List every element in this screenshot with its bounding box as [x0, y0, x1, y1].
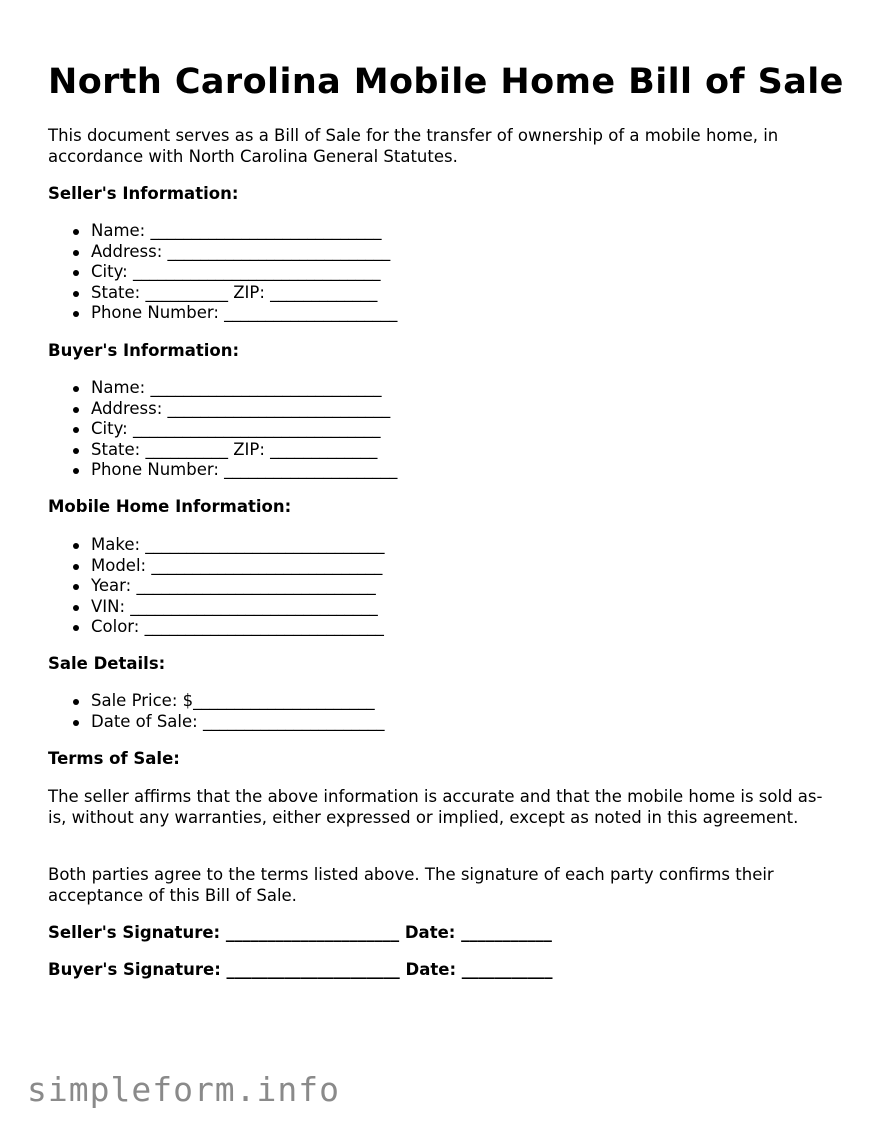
- watermark: simpleform.info: [27, 1070, 341, 1109]
- seller-address-field[interactable]: Address: ___________________________: [48, 242, 397, 263]
- home-color-field[interactable]: Color: _____________________________: [48, 617, 385, 638]
- sale-price-field[interactable]: Sale Price: $______________________: [48, 691, 384, 712]
- buyer-state-zip-field[interactable]: State: __________ ZIP: _____________: [48, 440, 397, 461]
- sale-section-heading: Sale Details:: [48, 654, 166, 673]
- buyer-name-field[interactable]: Name: ____________________________: [48, 378, 397, 399]
- buyer-signature-line[interactable]: Buyer's Signature: _____________________ Date: ___________: [48, 960, 553, 979]
- home-model-field[interactable]: Model: ____________________________: [48, 556, 385, 577]
- seller-phone-field[interactable]: Phone Number: _____________________: [48, 303, 397, 324]
- document-title: North Carolina Mobile Home Bill of Sale: [48, 62, 844, 102]
- agreement-paragraph: Both parties agree to the terms listed above. The signature of each party confirms their acceptance of this Bill of Sale.: [48, 865, 774, 905]
- terms-section-heading: Terms of Sale:: [48, 749, 180, 768]
- seller-fields-list: [48, 221, 397, 324]
- terms-paragraph: The seller affirms that the above information is accurate and that the mobile home is sold as-is, without any warranties, either expressed or implied, except as noted in this agreement.: [48, 787, 823, 827]
- seller-name-field[interactable]: Name: ____________________________: [48, 221, 397, 242]
- sale-fields-list: [48, 691, 384, 732]
- intro-paragraph: This document serves as a Bill of Sale for the transfer of ownership of a mobile home, in accordance with North Carolina General Statutes.: [48, 126, 779, 166]
- home-vin-field[interactable]: VIN: ______________________________: [48, 597, 385, 618]
- home-fields-list: [48, 535, 385, 638]
- home-year-field[interactable]: Year: _____________________________: [48, 576, 385, 597]
- home-section-heading: Mobile Home Information:: [48, 497, 292, 516]
- buyer-section-heading: Buyer's Information:: [48, 341, 240, 360]
- seller-signature-line[interactable]: Seller's Signature: _____________________ Date: ___________: [48, 923, 552, 942]
- seller-state-zip-field[interactable]: State: __________ ZIP: _____________: [48, 283, 397, 304]
- sale-date-field[interactable]: Date of Sale: ______________________: [48, 712, 384, 733]
- buyer-city-field[interactable]: City: ______________________________: [48, 419, 397, 440]
- seller-section-heading: Seller's Information:: [48, 184, 239, 203]
- buyer-phone-field[interactable]: Phone Number: _____________________: [48, 460, 397, 481]
- buyer-fields-list: [48, 378, 397, 481]
- home-make-field[interactable]: Make: _____________________________: [48, 535, 385, 556]
- buyer-address-field[interactable]: Address: ___________________________: [48, 399, 397, 420]
- seller-city-field[interactable]: City: ______________________________: [48, 262, 397, 283]
